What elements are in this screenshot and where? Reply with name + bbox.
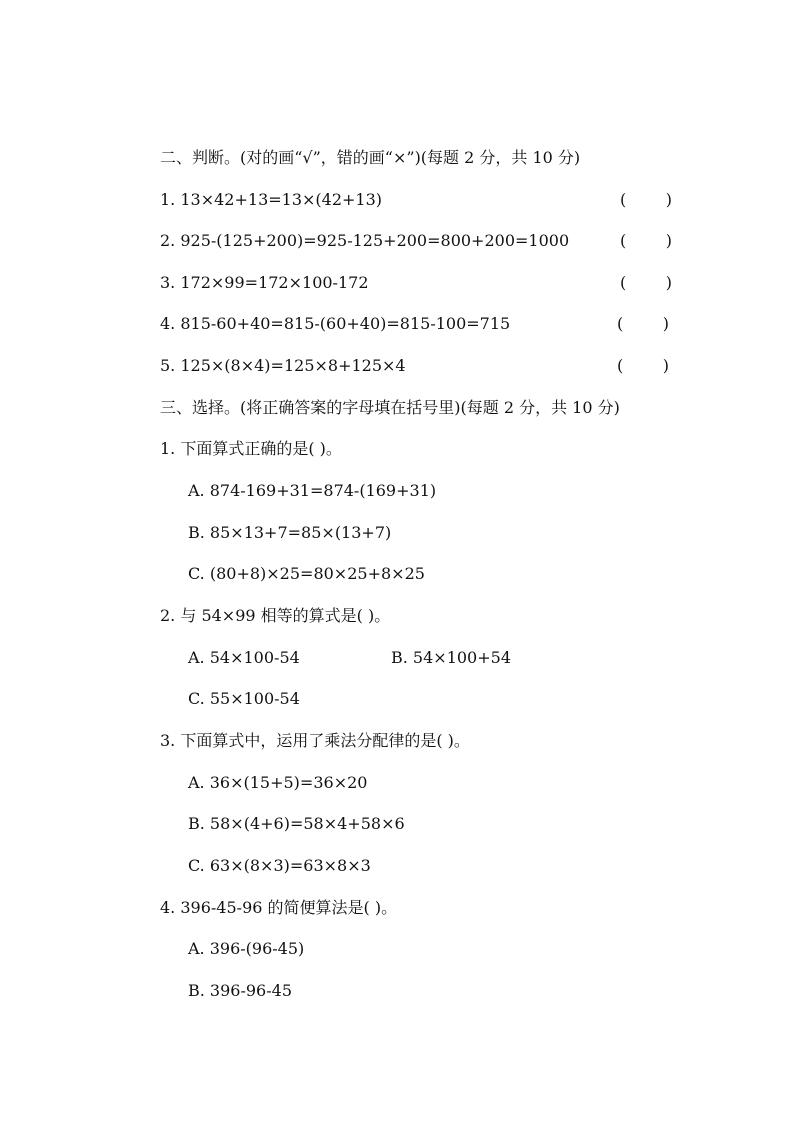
choice-question-3: 3. 下面算式中，运用了乘法分配律的是( )。 (160, 731, 470, 750)
paren-close: ) (662, 356, 669, 375)
paren-close: ) (665, 273, 672, 292)
q4-option-a[interactable]: A. 396-(96-45) (188, 939, 305, 958)
paren-open: ( (617, 356, 624, 375)
section2-heading: 二、判断。(对的画“√”，错的画“×”)(每题 2 分，共 10 分) (160, 148, 581, 167)
q4-option-b[interactable]: B. 396-96-45 (188, 981, 292, 1000)
paren-open: ( (620, 273, 627, 292)
paren-open: ( (620, 190, 627, 209)
q2-option-c[interactable]: C. 55×100-54 (188, 689, 300, 708)
choice-question-4: 4. 396-45-96 的简便算法是( )。 (160, 898, 398, 917)
judge-item-2: 2. 925-(125+200)=925-125+200=800+200=1000 (160, 231, 570, 250)
choice-question-2: 2. 与 54×99 相等的算式是( )。 (160, 606, 391, 625)
q1-option-a[interactable]: A. 874-169+31=874-(169+31) (188, 481, 437, 500)
judge-item-1: 1. 13×42+13=13×(42+13) (160, 190, 383, 209)
q3-option-a[interactable]: A. 36×(15+5)=36×20 (188, 773, 368, 792)
answer-paren-3[interactable] (620, 270, 672, 296)
paren-close: ) (662, 314, 669, 333)
q2-option-a[interactable]: A. 54×100-54 (188, 648, 300, 667)
paren-open: ( (617, 314, 624, 333)
answer-paren-2[interactable] (620, 228, 672, 254)
q1-option-c[interactable]: C. (80+8)×25=80×25+8×25 (188, 564, 425, 583)
q1-option-b[interactable]: B. 85×13+7=85×(13+7) (188, 523, 392, 542)
judge-item-3: 3. 172×99=172×100-172 (160, 273, 369, 292)
q3-option-c[interactable]: C. 63×(8×3)=63×8×3 (188, 856, 371, 875)
answer-paren-5[interactable] (617, 353, 669, 379)
choice-question-1: 1. 下面算式正确的是( )。 (160, 439, 342, 458)
answer-paren-1[interactable] (620, 187, 672, 213)
section3-heading: 三、选择。(将正确答案的字母填在括号里)(每题 2 分，共 10 分) (160, 398, 620, 417)
paren-close: ) (665, 231, 672, 250)
q2-option-b[interactable]: B. 54×100+54 (391, 648, 511, 667)
judge-item-4: 4. 815-60+40=815-(60+40)=815-100=715 (160, 314, 511, 333)
judge-item-5: 5. 125×(8×4)=125×8+125×4 (160, 356, 406, 375)
answer-paren-4[interactable] (617, 311, 669, 337)
paren-open: ( (620, 231, 627, 250)
paren-close: ) (665, 190, 672, 209)
q3-option-b[interactable]: B. 58×(4+6)=58×4+58×6 (188, 814, 405, 833)
